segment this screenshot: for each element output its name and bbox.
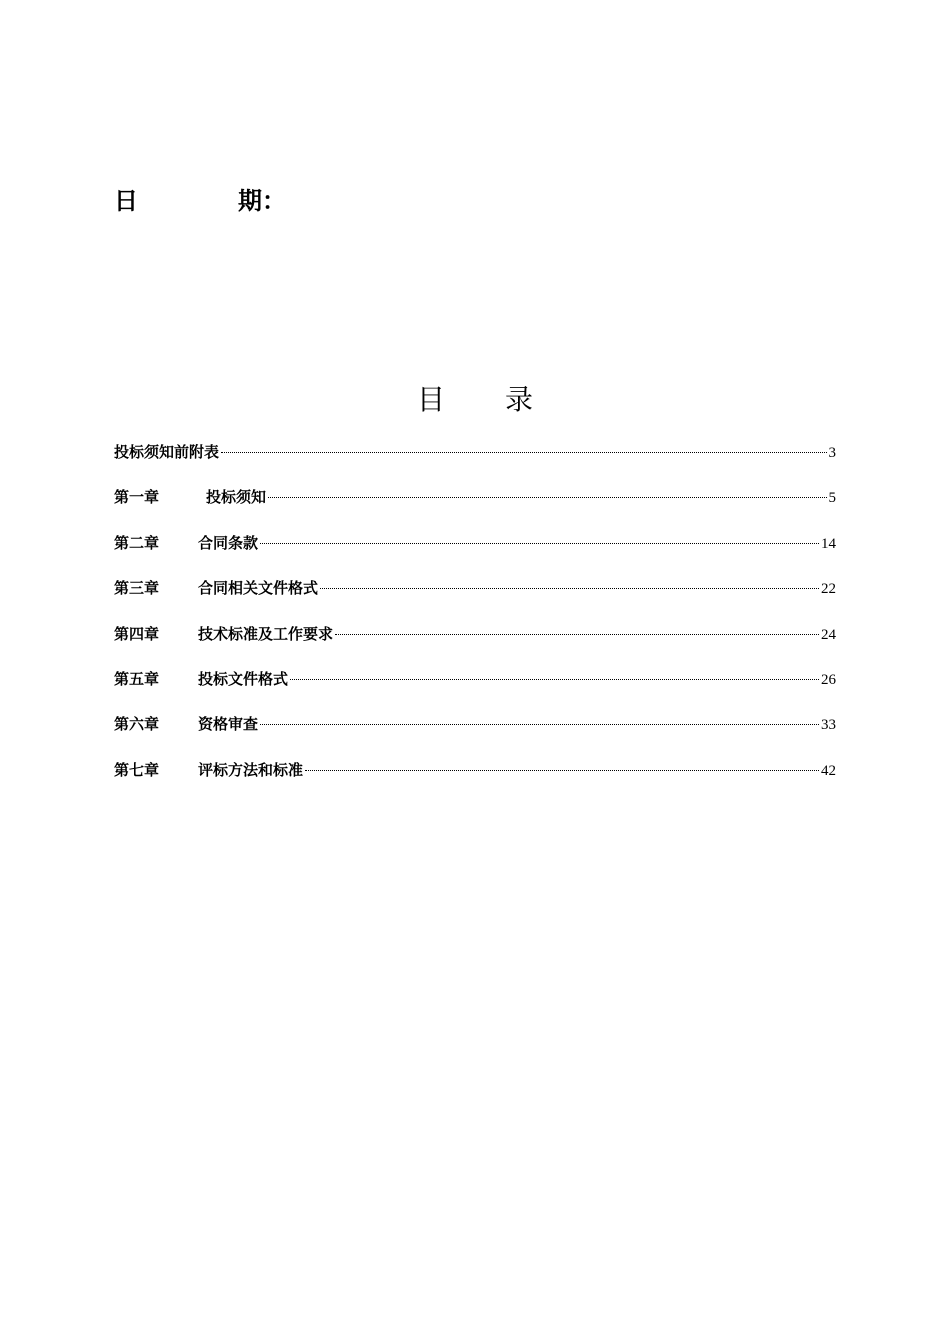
toc-leader bbox=[305, 769, 819, 771]
toc-leader bbox=[260, 723, 819, 725]
toc-leader bbox=[221, 451, 826, 453]
toc-entry-title: 评标方法和标准 bbox=[198, 760, 304, 779]
toc-leader bbox=[320, 587, 819, 589]
toc-entry[interactable] bbox=[114, 620, 836, 665]
toc-entry-title: 投标文件格式 bbox=[198, 669, 289, 688]
toc-leader bbox=[260, 542, 819, 544]
toc-entry-page: 5 bbox=[828, 490, 836, 507]
date-label-char2: 期： bbox=[238, 187, 286, 215]
toc-entry-page: 33 bbox=[821, 717, 836, 734]
toc-entry-chapter: 第六章 bbox=[114, 715, 160, 734]
toc-entry-title: 合同相关文件格式 bbox=[198, 579, 319, 598]
toc-entry-page: 14 bbox=[821, 535, 836, 552]
toc-entry-chapter: 第四章 bbox=[114, 624, 160, 643]
toc-entry-chapter: 第一章 bbox=[114, 488, 160, 507]
toc-entry[interactable] bbox=[114, 756, 836, 801]
toc-entry[interactable] bbox=[114, 665, 836, 710]
toc-entry-chapter: 第三章 bbox=[114, 579, 160, 598]
toc-title-char1: 目 bbox=[416, 383, 445, 416]
toc-entry-chapter: 第七章 bbox=[114, 760, 160, 779]
table-of-contents bbox=[114, 438, 836, 801]
toc-entry-title: 投标须知 bbox=[206, 488, 267, 507]
toc-entry-page: 42 bbox=[821, 762, 836, 779]
toc-entry-page: 24 bbox=[821, 626, 836, 643]
toc-entry[interactable] bbox=[114, 438, 836, 483]
toc-entry-chapter: 第五章 bbox=[114, 669, 160, 688]
toc-entry[interactable] bbox=[114, 710, 836, 755]
toc-entry[interactable] bbox=[114, 483, 836, 528]
toc-entry-title: 技术标准及工作要求 bbox=[198, 624, 334, 643]
toc-title bbox=[0, 380, 950, 420]
toc-entry-page: 22 bbox=[821, 581, 836, 598]
toc-entry-chapter: 第二章 bbox=[114, 533, 160, 552]
toc-leader bbox=[335, 633, 819, 635]
toc-entry-title: 资格审查 bbox=[198, 715, 259, 734]
toc-entry-page: 26 bbox=[821, 671, 836, 688]
toc-leader bbox=[290, 678, 819, 680]
toc-entry-title: 投标须知前附表 bbox=[114, 443, 220, 461]
toc-entry-page: 3 bbox=[828, 445, 836, 461]
toc-title-char2: 录 bbox=[505, 383, 534, 416]
date-label bbox=[114, 184, 286, 218]
toc-leader bbox=[268, 496, 826, 498]
toc-entry-title: 合同条款 bbox=[198, 533, 259, 552]
toc-entry[interactable] bbox=[114, 574, 836, 619]
date-label-char1: 日 bbox=[114, 187, 138, 215]
toc-entry[interactable] bbox=[114, 529, 836, 574]
